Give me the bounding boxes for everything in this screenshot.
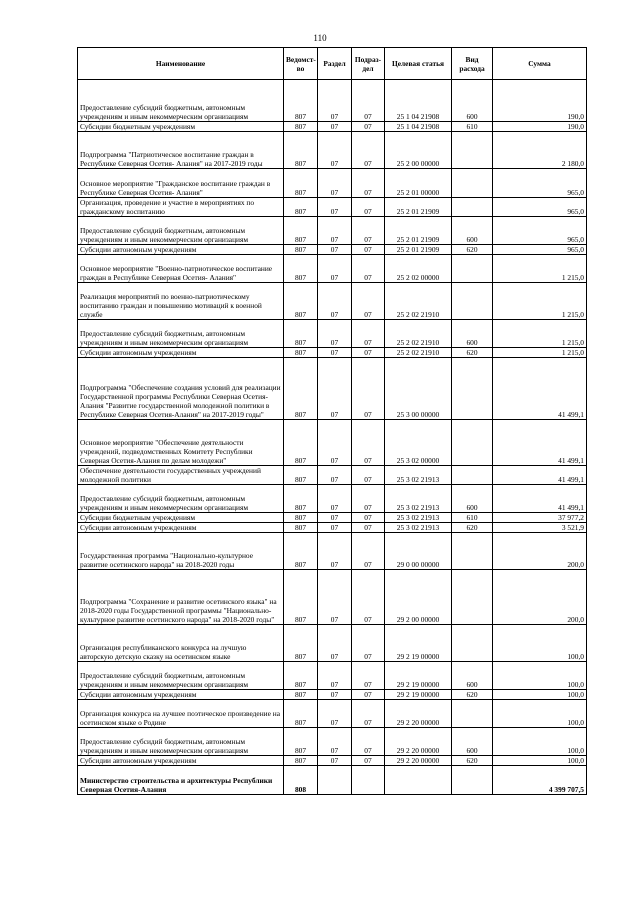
row-name-cell: Подпрограмма "Сохранение и развитие осетинского языка" на 2018-2020 годы Государственной программы "Национально-культурное развитие осетинского народа" на 2018-2020 годы" (78, 570, 284, 625)
table-row (78, 420, 587, 466)
row-summa-cell: 3 521,9 (493, 523, 587, 533)
row-vid-rashoda-cell: 610 (452, 122, 493, 132)
row-summa-cell: 965,0 (493, 169, 587, 198)
row-summa-cell: 1 215,0 (493, 320, 587, 348)
row-name-cell: Основное мероприятие "Военно-патриотическое воспитание граждан в Республике Северная Осетия- Алания" (78, 255, 284, 283)
row-summa-cell: 190,0 (493, 80, 587, 122)
row-razdel-cell: 07 (318, 255, 352, 283)
row-vid-rashoda-cell (452, 283, 493, 320)
row-celevaya-statya-cell: 25 2 00 00000 (385, 132, 452, 169)
row-summa-cell: 37 977,2 (493, 513, 587, 523)
row-vid-rashoda-cell: 620 (452, 523, 493, 533)
row-name-cell: Субсидии автономным учреждениям (78, 523, 284, 533)
row-podrazdel-cell: 07 (352, 523, 385, 533)
row-razdel-cell: 07 (318, 169, 352, 198)
row-vid-rashoda-cell (452, 466, 493, 485)
row-podrazdel-cell: 07 (352, 132, 385, 169)
row-vid-rashoda-cell: 600 (452, 662, 493, 690)
row-celevaya-statya-cell: 29 2 19 00000 (385, 690, 452, 700)
row-vedomstvo-cell: 807 (284, 122, 318, 132)
row-vedomstvo-cell: 807 (284, 513, 318, 523)
row-razdel-cell: 07 (318, 756, 352, 766)
row-name-cell: Предоставление субсидий бюджетным, автономным учреждениям и иным некоммерческим организациям (78, 728, 284, 756)
row-razdel-cell: 07 (318, 132, 352, 169)
row-razdel-cell: 07 (318, 198, 352, 217)
row-summa-cell: 41 499,1 (493, 358, 587, 420)
row-podrazdel-cell: 07 (352, 533, 385, 570)
row-podrazdel-cell: 07 (352, 255, 385, 283)
row-podrazdel-cell: 07 (352, 320, 385, 348)
row-razdel-cell: 07 (318, 700, 352, 728)
table-row (78, 255, 587, 283)
row-summa-cell: 1 215,0 (493, 255, 587, 283)
table-row (78, 662, 587, 690)
row-vid-rashoda-cell (452, 132, 493, 169)
header-vedomstvo: Ведомст-во (284, 48, 318, 80)
row-name-cell: Организация конкурса на лучшее поэтическое произведение на осетинском языке о Родине (78, 700, 284, 728)
row-summa-cell: 41 499,1 (493, 420, 587, 466)
row-vedomstvo-cell: 807 (284, 466, 318, 485)
row-razdel-cell: 07 (318, 348, 352, 358)
table-row (78, 348, 587, 358)
row-vedomstvo-cell: 807 (284, 662, 318, 690)
row-vid-rashoda-cell: 620 (452, 348, 493, 358)
table-row (78, 485, 587, 513)
row-podrazdel-cell: 07 (352, 513, 385, 523)
row-vedomstvo-cell: 807 (284, 169, 318, 198)
row-vid-rashoda-cell (452, 198, 493, 217)
row-name-cell: Реализация мероприятий по военно-патриотическому воспитанию граждан и повышению мотиваций к военной службе (78, 283, 284, 320)
table-row (78, 132, 587, 169)
row-celevaya-statya-cell: 25 3 02 21913 (385, 485, 452, 513)
row-summa-cell: 200,0 (493, 533, 587, 570)
row-vedomstvo-cell: 807 (284, 625, 318, 662)
header-celevaya-statya: Целевая статья (385, 48, 452, 80)
row-podrazdel-cell: 07 (352, 358, 385, 420)
row-celevaya-statya-cell: 25 1 04 21908 (385, 80, 452, 122)
table-row (78, 756, 587, 766)
row-vid-rashoda-cell: 600 (452, 217, 493, 245)
row-celevaya-statya-cell: 29 2 20 00000 (385, 756, 452, 766)
row-razdel-cell: 07 (318, 80, 352, 122)
row-podrazdel-cell: 07 (352, 80, 385, 122)
row-vid-rashoda-cell: 600 (452, 728, 493, 756)
header-razdel: Раздел (318, 48, 352, 80)
row-name-cell: Основное мероприятие "Обеспечение деятельности учреждений, подведомственных Комитету Республики Северная Осетия-Алания по делам молодежи" (78, 420, 284, 466)
row-podrazdel-cell: 07 (352, 570, 385, 625)
row-summa-cell: 1 215,0 (493, 348, 587, 358)
row-name-cell: Государственная программа "Национально-культурное развитие осетинского народа" на 2018-2020 годы (78, 533, 284, 570)
table-row (78, 217, 587, 245)
row-name-cell: Основное мероприятие "Гражданское воспитание граждан в Республике Северная Осетия- Алания" (78, 169, 284, 198)
row-razdel-cell: 07 (318, 662, 352, 690)
row-celevaya-statya-cell: 25 3 00 00000 (385, 358, 452, 420)
header-podrazdel: Подраз-дел (352, 48, 385, 80)
row-name-cell: Субсидии автономным учреждениям (78, 348, 284, 358)
row-podrazdel-cell: 07 (352, 420, 385, 466)
header-summa: Сумма (493, 48, 587, 80)
row-celevaya-statya-cell: 25 2 01 21909 (385, 198, 452, 217)
table-row (78, 700, 587, 728)
row-vid-rashoda-cell: 600 (452, 320, 493, 348)
row-name-cell: Подпрограмма "Обеспечение создания условий для реализации Государственной программы Республики Северная Осетия-Алания "Развитие государственной молодежной политики в Республике Северная Осетия-Алания" на 2017-2019 годы" (78, 358, 284, 420)
row-name-cell: Субсидии бюджетным учреждениям (78, 513, 284, 523)
row-podrazdel-cell: 07 (352, 690, 385, 700)
row-vedomstvo-cell: 807 (284, 132, 318, 169)
row-podrazdel-cell: 07 (352, 728, 385, 756)
row-summa-cell: 100,0 (493, 625, 587, 662)
row-razdel-cell: 07 (318, 283, 352, 320)
row-podrazdel-cell: 07 (352, 625, 385, 662)
row-summa-cell: 965,0 (493, 198, 587, 217)
row-vedomstvo-cell: 807 (284, 198, 318, 217)
row-celevaya-statya-cell: 25 3 02 00000 (385, 420, 452, 466)
row-podrazdel-cell: 07 (352, 662, 385, 690)
row-vedomstvo-cell: 807 (284, 80, 318, 122)
row-razdel-cell: 07 (318, 320, 352, 348)
row-razdel-cell: 07 (318, 513, 352, 523)
row-razdel-cell (318, 766, 352, 795)
row-vedomstvo-cell: 807 (284, 245, 318, 255)
row-celevaya-statya-cell: 25 2 02 21910 (385, 320, 452, 348)
row-summa-cell: 100,0 (493, 728, 587, 756)
row-vid-rashoda-cell (452, 570, 493, 625)
header-vid-rashoda: Вид расхода (452, 48, 493, 80)
row-podrazdel-cell: 07 (352, 122, 385, 132)
table-row (78, 169, 587, 198)
row-summa-cell: 1 215,0 (493, 283, 587, 320)
row-vid-rashoda-cell: 620 (452, 690, 493, 700)
row-vedomstvo-cell: 808 (284, 766, 318, 795)
budget-table (77, 47, 587, 795)
row-vid-rashoda-cell (452, 766, 493, 795)
row-podrazdel-cell: 07 (352, 700, 385, 728)
row-podrazdel-cell: 07 (352, 198, 385, 217)
row-vedomstvo-cell: 807 (284, 348, 318, 358)
row-summa-cell: 100,0 (493, 690, 587, 700)
table-row (78, 625, 587, 662)
row-celevaya-statya-cell: 25 3 02 21913 (385, 466, 452, 485)
row-podrazdel-cell: 07 (352, 283, 385, 320)
table-row (78, 690, 587, 700)
row-podrazdel-cell: 07 (352, 485, 385, 513)
row-vid-rashoda-cell: 620 (452, 245, 493, 255)
row-vedomstvo-cell: 807 (284, 756, 318, 766)
row-celevaya-statya-cell: 25 3 02 21913 (385, 523, 452, 533)
row-celevaya-statya-cell: 25 2 01 21909 (385, 245, 452, 255)
row-vid-rashoda-cell (452, 533, 493, 570)
table-row (78, 198, 587, 217)
row-vedomstvo-cell: 807 (284, 217, 318, 245)
row-vid-rashoda-cell (452, 625, 493, 662)
row-name-cell: Подпрограмма "Патриотическое воспитание граждан в Республике Северная Осетия- Алания" на 2017-2019 годы (78, 132, 284, 169)
table-row (78, 766, 587, 795)
table-row (78, 245, 587, 255)
row-vedomstvo-cell: 807 (284, 283, 318, 320)
row-vid-rashoda-cell: 600 (452, 485, 493, 513)
row-summa-cell: 965,0 (493, 217, 587, 245)
row-name-cell: Министерство строительства и архитектуры Республики Северная Осетия-Алания (78, 766, 284, 795)
row-name-cell: Предоставление субсидий бюджетным, автономным учреждениям и иным некоммерческим организациям (78, 662, 284, 690)
row-podrazdel-cell: 07 (352, 756, 385, 766)
row-vid-rashoda-cell (452, 358, 493, 420)
row-celevaya-statya-cell: 25 3 02 21913 (385, 513, 452, 523)
row-summa-cell: 100,0 (493, 700, 587, 728)
row-summa-cell: 100,0 (493, 662, 587, 690)
row-podrazdel-cell: 07 (352, 217, 385, 245)
row-celevaya-statya-cell: 25 1 04 21908 (385, 122, 452, 132)
row-razdel-cell: 07 (318, 625, 352, 662)
row-podrazdel-cell: 07 (352, 466, 385, 485)
row-vid-rashoda-cell: 610 (452, 513, 493, 523)
row-vedomstvo-cell: 807 (284, 320, 318, 348)
row-name-cell: Субсидии бюджетным учреждениям (78, 122, 284, 132)
row-name-cell: Предоставление субсидий бюджетным, автономным учреждениям и иным некоммерческим организациям (78, 80, 284, 122)
row-celevaya-statya-cell: 29 0 00 00000 (385, 533, 452, 570)
row-vedomstvo-cell: 807 (284, 420, 318, 466)
row-name-cell: Обеспечение деятельности государственных учреждений молодежной политики (78, 466, 284, 485)
table-body (78, 80, 587, 795)
row-name-cell: Субсидии автономным учреждениям (78, 690, 284, 700)
row-vedomstvo-cell: 807 (284, 523, 318, 533)
row-vedomstvo-cell: 807 (284, 255, 318, 283)
table-header-row (78, 48, 587, 80)
row-summa-cell: 100,0 (493, 756, 587, 766)
row-celevaya-statya-cell: 29 2 19 00000 (385, 625, 452, 662)
row-summa-cell: 200,0 (493, 570, 587, 625)
row-celevaya-statya-cell: 25 2 02 21910 (385, 348, 452, 358)
row-vid-rashoda-cell: 600 (452, 80, 493, 122)
row-summa-cell: 41 499,1 (493, 485, 587, 513)
row-razdel-cell: 07 (318, 122, 352, 132)
table-row (78, 533, 587, 570)
row-razdel-cell: 07 (318, 728, 352, 756)
row-vedomstvo-cell: 807 (284, 485, 318, 513)
row-vid-rashoda-cell (452, 420, 493, 466)
table-row (78, 728, 587, 756)
row-summa-cell: 965,0 (493, 245, 587, 255)
row-celevaya-statya-cell: 29 2 19 00000 (385, 662, 452, 690)
row-vedomstvo-cell: 807 (284, 690, 318, 700)
row-vid-rashoda-cell (452, 700, 493, 728)
row-podrazdel-cell (352, 766, 385, 795)
table-row (78, 122, 587, 132)
row-podrazdel-cell: 07 (352, 245, 385, 255)
row-vedomstvo-cell: 807 (284, 358, 318, 420)
row-celevaya-statya-cell: 25 2 02 21910 (385, 283, 452, 320)
table-row (78, 358, 587, 420)
row-vedomstvo-cell: 807 (284, 700, 318, 728)
row-razdel-cell: 07 (318, 533, 352, 570)
row-celevaya-statya-cell: 29 2 20 00000 (385, 700, 452, 728)
row-razdel-cell: 07 (318, 523, 352, 533)
row-summa-cell: 4 399 707,5 (493, 766, 587, 795)
row-razdel-cell: 07 (318, 245, 352, 255)
row-razdel-cell: 07 (318, 570, 352, 625)
header-name: Наименование (78, 48, 284, 80)
row-razdel-cell: 07 (318, 466, 352, 485)
row-celevaya-statya-cell: 25 2 01 21909 (385, 217, 452, 245)
row-podrazdel-cell: 07 (352, 348, 385, 358)
row-razdel-cell: 07 (318, 420, 352, 466)
row-celevaya-statya-cell: 29 2 20 00000 (385, 728, 452, 756)
row-name-cell: Предоставление субсидий бюджетным, автономным учреждениям и иным некоммерческим организациям (78, 485, 284, 513)
row-razdel-cell: 07 (318, 485, 352, 513)
row-vid-rashoda-cell: 620 (452, 756, 493, 766)
row-vedomstvo-cell: 807 (284, 728, 318, 756)
page-number: 110 (313, 33, 327, 43)
row-name-cell: Субсидии автономным учреждениям (78, 245, 284, 255)
row-vid-rashoda-cell (452, 169, 493, 198)
row-summa-cell: 41 499,1 (493, 466, 587, 485)
row-celevaya-statya-cell: 25 2 01 00000 (385, 169, 452, 198)
row-celevaya-statya-cell: 25 2 02 00000 (385, 255, 452, 283)
row-summa-cell: 190,0 (493, 122, 587, 132)
row-podrazdel-cell: 07 (352, 169, 385, 198)
row-summa-cell: 2 180,0 (493, 132, 587, 169)
row-vedomstvo-cell: 807 (284, 570, 318, 625)
row-name-cell: Организация республиканского конкурса на лучшую авторскую детскую сказку на осетинском языке (78, 625, 284, 662)
row-razdel-cell: 07 (318, 690, 352, 700)
row-razdel-cell: 07 (318, 217, 352, 245)
row-vedomstvo-cell: 807 (284, 533, 318, 570)
table-row (78, 570, 587, 625)
table-row (78, 320, 587, 348)
table-row (78, 523, 587, 533)
row-vid-rashoda-cell (452, 255, 493, 283)
table-row (78, 80, 587, 122)
row-name-cell: Предоставление субсидий бюджетным, автономным учреждениям и иным некоммерческим организациям (78, 217, 284, 245)
row-celevaya-statya-cell: 29 2 00 00000 (385, 570, 452, 625)
row-name-cell: Организация, проведение и участие в мероприятиях по гражданскому воспитанию (78, 198, 284, 217)
table-row (78, 466, 587, 485)
row-razdel-cell: 07 (318, 358, 352, 420)
row-celevaya-statya-cell (385, 766, 452, 795)
table-row (78, 283, 587, 320)
table-row (78, 513, 587, 523)
row-name-cell: Предоставление субсидий бюджетным, автономным учреждениям и иным некоммерческим организациям (78, 320, 284, 348)
row-name-cell: Субсидии автономным учреждениям (78, 756, 284, 766)
